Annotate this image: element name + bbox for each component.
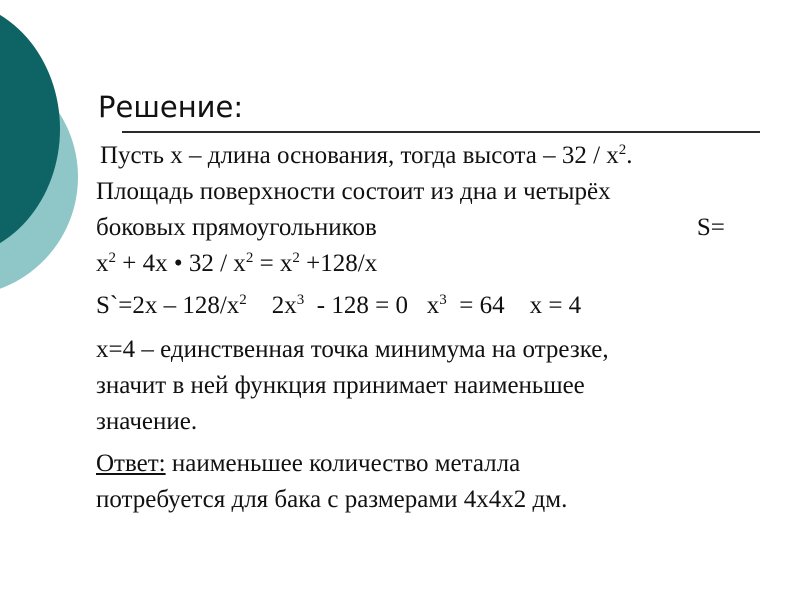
paragraph-minimum (96, 332, 794, 440)
slide-title: Решение: (98, 90, 244, 124)
paragraph-derivative (96, 288, 794, 324)
paragraph-answer (96, 446, 794, 518)
setup-text-1a: Пусть х – длина основания, тогда высота – 32 / х (100, 142, 619, 169)
derivative-part-d: = 64 х = 4 (446, 292, 582, 319)
answer-label: Ответ: (96, 450, 166, 477)
setup-line-3 (96, 210, 794, 246)
paragraph-setup (96, 138, 794, 282)
answer-line-2: потребуется для бака с размерами 4х4х2 дм. (96, 486, 568, 513)
minimum-line-3: значение. (96, 408, 198, 435)
derivative-exponent-2: 3 (296, 292, 305, 308)
setup-text-1b: . (626, 142, 633, 169)
setup-text-3a: боковых прямоугольников (96, 214, 377, 241)
formula-exponent-2: 2 (245, 250, 254, 266)
derivative-line (96, 288, 794, 324)
setup-text-3b: S= (696, 214, 725, 241)
setup-line-2: Площадь поверхности состоит из дна и четырёх (96, 178, 611, 205)
setup-line-4 (96, 246, 794, 282)
derivative-exponent-1: 2 (239, 292, 247, 308)
answer-line-1 (96, 446, 794, 482)
derivative-part-a: S`=2х – 128/х (96, 292, 240, 319)
formula-part-b: + 4х • 32 / х (116, 250, 246, 277)
formula-part-a: х (96, 250, 109, 277)
formula-part-c: = х (253, 250, 293, 277)
setup-exponent-1: 2 (618, 142, 627, 158)
derivative-exponent-3: 3 (439, 292, 447, 308)
minimum-line-1: х=4 – единственная точка минимума на отрезке, (96, 336, 609, 363)
derivative-part-b: 2х (246, 292, 297, 319)
answer-text-1: наименьшее количество металла (165, 450, 521, 477)
title-divider (122, 131, 760, 133)
setup-line-1 (96, 138, 794, 174)
derivative-part-c: - 128 = 0 х (304, 292, 440, 319)
formula-part-d: +128/х (299, 250, 378, 277)
formula-exponent-3: 2 (292, 250, 300, 266)
solution-body (96, 138, 794, 518)
formula-exponent-1: 2 (108, 250, 116, 266)
minimum-line-2: значит в ней функция принимает наименьшее (96, 372, 585, 399)
